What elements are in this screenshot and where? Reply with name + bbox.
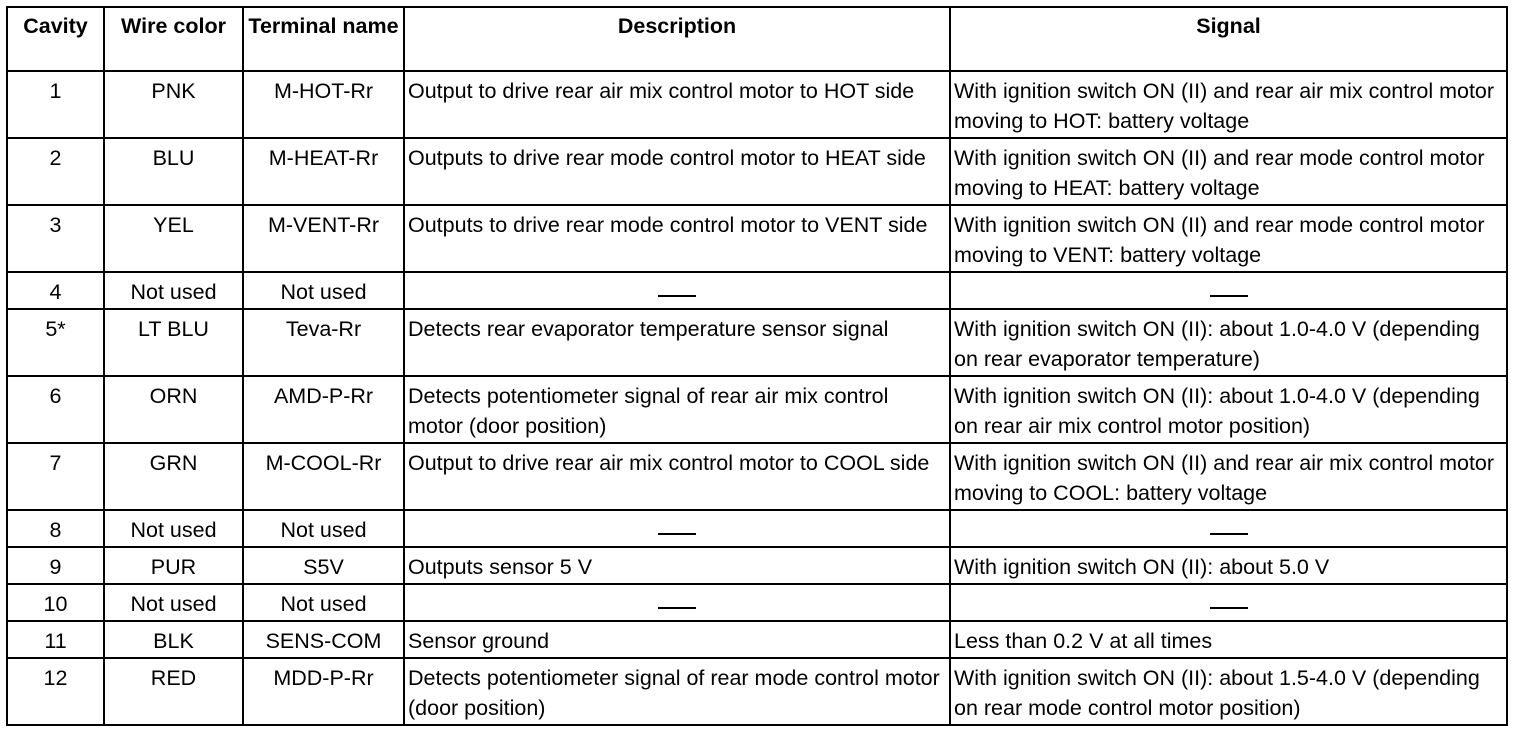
header-signal: Signal [950, 7, 1507, 71]
terminal-name-cell: S5V [243, 547, 404, 584]
connector-pinout-table [6, 6, 1508, 726]
table-row [7, 272, 1507, 309]
table-row [7, 658, 1507, 725]
description-cell: Detects potentiometer signal of rear mode control motor (door position) [404, 658, 950, 725]
signal-cell: With ignition switch ON (II) and rear mode control motor moving to VENT: battery voltage [950, 205, 1507, 272]
header-wire-color: Wire color [104, 7, 243, 71]
description-cell-empty [404, 272, 950, 309]
cavity-cell: 5* [7, 309, 104, 376]
description-cell-empty [404, 584, 950, 621]
wire-color-cell: PNK [104, 71, 243, 138]
table-row [7, 443, 1507, 510]
cavity-cell: 3 [7, 205, 104, 272]
cavity-cell: 12 [7, 658, 104, 725]
table-row [7, 584, 1507, 621]
wire-color-cell: YEL [104, 205, 243, 272]
wire-color-cell: GRN [104, 443, 243, 510]
signal-cell: With ignition switch ON (II) and rear air mix control motor moving to HOT: battery voltage [950, 71, 1507, 138]
cavity-cell: 11 [7, 621, 104, 658]
cavity-cell: 7 [7, 443, 104, 510]
dash-mark [1210, 533, 1248, 535]
dash-mark [1210, 607, 1248, 609]
terminal-name-cell: Not used [243, 510, 404, 547]
description-cell: Outputs to drive rear mode control motor to HEAT side [404, 138, 950, 205]
terminal-name-cell: Teva-Rr [243, 309, 404, 376]
signal-cell: With ignition switch ON (II): about 1.0-4.0 V (depending on rear air mix control motor position) [950, 376, 1507, 443]
signal-cell: Less than 0.2 V at all times [950, 621, 1507, 658]
signal-cell: With ignition switch ON (II): about 5.0 V [950, 547, 1507, 584]
cavity-cell: 1 [7, 71, 104, 138]
signal-cell-empty [950, 510, 1507, 547]
cavity-cell: 4 [7, 272, 104, 309]
table-row [7, 138, 1507, 205]
description-cell: Detects rear evaporator temperature sensor signal [404, 309, 950, 376]
dash-mark [658, 295, 696, 297]
wire-color-cell: BLK [104, 621, 243, 658]
header-terminal-name: Terminal name [243, 7, 404, 71]
cavity-cell: 6 [7, 376, 104, 443]
terminal-name-cell: M-HEAT-Rr [243, 138, 404, 205]
table-header-row [7, 7, 1507, 71]
signal-cell: With ignition switch ON (II) and rear mode control motor moving to HEAT: battery voltage [950, 138, 1507, 205]
description-cell: Outputs sensor 5 V [404, 547, 950, 584]
wire-color-cell: BLU [104, 138, 243, 205]
signal-cell: With ignition switch ON (II): about 1.5-4.0 V (depending on rear mode control motor position) [950, 658, 1507, 725]
table-row [7, 547, 1507, 584]
terminal-name-cell: Not used [243, 584, 404, 621]
table-row [7, 205, 1507, 272]
table-row [7, 510, 1507, 547]
terminal-name-cell: M-HOT-Rr [243, 71, 404, 138]
signal-cell-empty [950, 584, 1507, 621]
description-cell-empty [404, 510, 950, 547]
description-cell: Output to drive rear air mix control motor to COOL side [404, 443, 950, 510]
wire-color-cell: PUR [104, 547, 243, 584]
table-row [7, 621, 1507, 658]
table-row [7, 71, 1507, 138]
description-cell: Sensor ground [404, 621, 950, 658]
header-description: Description [404, 7, 950, 71]
wire-color-cell: LT BLU [104, 309, 243, 376]
signal-cell: With ignition switch ON (II): about 1.0-4.0 V (depending on rear evaporator temperature) [950, 309, 1507, 376]
wire-color-cell: Not used [104, 510, 243, 547]
description-cell: Outputs to drive rear mode control motor to VENT side [404, 205, 950, 272]
wire-color-cell: RED [104, 658, 243, 725]
wire-color-cell: ORN [104, 376, 243, 443]
cavity-cell: 10 [7, 584, 104, 621]
terminal-name-cell: MDD-P-Rr [243, 658, 404, 725]
signal-cell: With ignition switch ON (II) and rear air mix control motor moving to COOL: battery voltage [950, 443, 1507, 510]
signal-cell-empty [950, 272, 1507, 309]
dash-mark [658, 533, 696, 535]
description-cell: Output to drive rear air mix control motor to HOT side [404, 71, 950, 138]
terminal-name-cell: M-COOL-Rr [243, 443, 404, 510]
cavity-cell: 2 [7, 138, 104, 205]
table-row [7, 376, 1507, 443]
terminal-name-cell: AMD-P-Rr [243, 376, 404, 443]
terminal-name-cell: SENS-COM [243, 621, 404, 658]
wire-color-cell: Not used [104, 584, 243, 621]
dash-mark [1210, 295, 1248, 297]
dash-mark [658, 607, 696, 609]
wire-color-cell: Not used [104, 272, 243, 309]
cavity-cell: 8 [7, 510, 104, 547]
header-cavity: Cavity [7, 7, 104, 71]
description-cell: Detects potentiometer signal of rear air mix control motor (door position) [404, 376, 950, 443]
cavity-cell: 9 [7, 547, 104, 584]
terminal-name-cell: Not used [243, 272, 404, 309]
terminal-name-cell: M-VENT-Rr [243, 205, 404, 272]
table-row [7, 309, 1507, 376]
